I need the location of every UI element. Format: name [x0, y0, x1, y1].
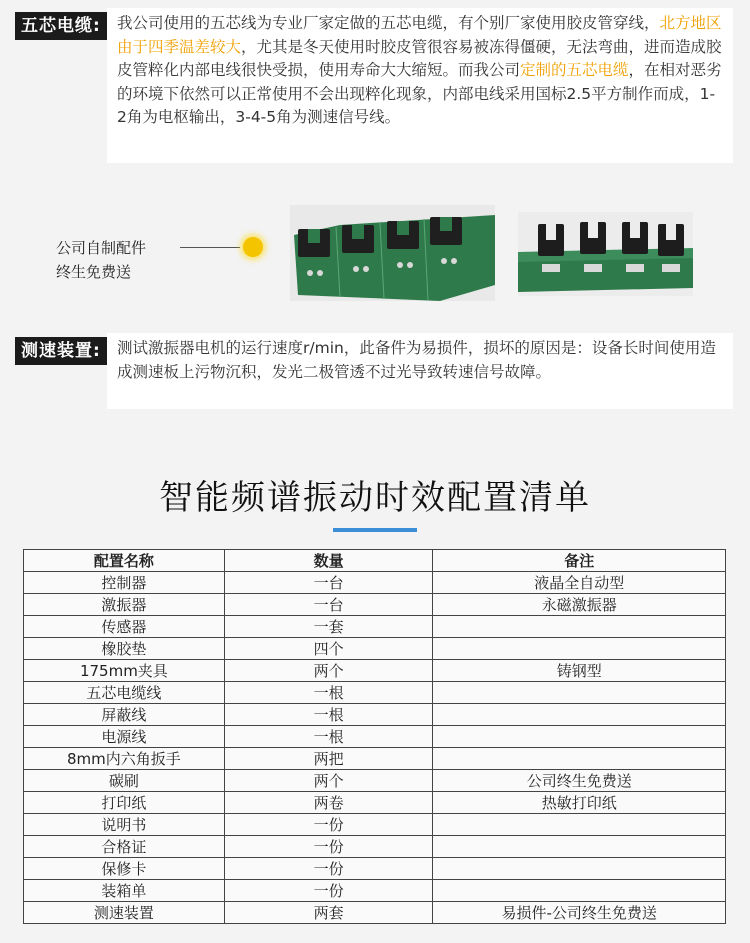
cell-qty: 一台	[224, 572, 433, 594]
cell-name: 测速装置	[24, 902, 225, 924]
header-note: 备注	[433, 550, 726, 572]
table-row	[24, 792, 726, 814]
cell-name: 碳刷	[24, 770, 225, 792]
parts-callout-line1: 公司自制配件	[56, 239, 147, 257]
title-accent-bar	[333, 528, 417, 532]
cell-note	[433, 858, 726, 880]
cell-note	[433, 726, 726, 748]
cell-name: 控制器	[24, 572, 225, 594]
cell-qty: 两套	[224, 902, 433, 924]
cell-qty: 一套	[224, 616, 433, 638]
callout-dot-icon	[243, 237, 263, 257]
cell-qty: 一根	[224, 726, 433, 748]
cell-note	[433, 748, 726, 770]
table-row	[24, 880, 726, 902]
cell-note	[433, 616, 726, 638]
cable-text-2: ，尤其是冬天使用时胶皮管很容易被冻得僵硬，无法弯曲，进而造成胶皮管粹化内部电线很快受损，使用寿命大大缩短。而我公司	[117, 37, 722, 79]
cell-name: 装箱单	[24, 880, 225, 902]
cell-qty: 一根	[224, 682, 433, 704]
cell-name: 屏蔽线	[24, 704, 225, 726]
sensor-boards-side-photo	[518, 212, 693, 296]
cell-note	[433, 836, 726, 858]
speed-description: 测试激振器电机的运行速度r/min，此备件为易损件，损坏的原因是：设备长时间使用造成测速板上污物沉积，发光二极管透不过光导致转速信号故障。	[107, 333, 733, 409]
cell-note	[433, 880, 726, 902]
cell-name: 五芯电缆线	[24, 682, 225, 704]
table-row	[24, 770, 726, 792]
cable-description	[107, 8, 733, 163]
table-header-row	[24, 550, 726, 572]
parts-callout	[56, 236, 146, 284]
cell-name: 传感器	[24, 616, 225, 638]
cell-note	[433, 814, 726, 836]
cell-qty: 一台	[224, 594, 433, 616]
header-qty: 数量	[224, 550, 433, 572]
cell-qty: 一份	[224, 814, 433, 836]
table-row	[24, 682, 726, 704]
cell-note: 液晶全自动型	[433, 572, 726, 594]
callout-leader-line	[180, 247, 240, 248]
cell-qty: 一份	[224, 858, 433, 880]
cell-name: 8mm内六角扳手	[24, 748, 225, 770]
cell-note: 铸钢型	[433, 660, 726, 682]
config-table	[23, 549, 726, 924]
cable-highlight-1: 北方地区由于四季温差较大	[117, 14, 722, 56]
cell-qty: 一份	[224, 836, 433, 858]
cell-note: 永磁激振器	[433, 594, 726, 616]
cell-note: 公司终生免费送	[433, 770, 726, 792]
cell-name: 说明书	[24, 814, 225, 836]
table-row	[24, 858, 726, 880]
cell-note: 热敏打印纸	[433, 792, 726, 814]
table-row	[24, 704, 726, 726]
cell-name: 保修卡	[24, 858, 225, 880]
header-name: 配置名称	[24, 550, 225, 572]
cell-note	[433, 704, 726, 726]
table-row	[24, 572, 726, 594]
cell-name: 激振器	[24, 594, 225, 616]
cell-note	[433, 682, 726, 704]
table-row	[24, 814, 726, 836]
cell-name: 橡胶垫	[24, 638, 225, 660]
cell-name: 合格证	[24, 836, 225, 858]
table-row	[24, 660, 726, 682]
cell-qty: 四个	[224, 638, 433, 660]
cell-qty: 一份	[224, 880, 433, 902]
table-row	[24, 902, 726, 924]
table-body	[24, 572, 726, 924]
parts-callout-line2: 终生免费送	[56, 263, 132, 281]
cell-qty: 两把	[224, 748, 433, 770]
cable-text-3: ，在相对恶劣的环境下依然可以正常使用不会出现粹化现象，内部电线采用国标2.5平方制作而成，1-2角为电枢输出，3-4-5角为测速信号线。	[117, 61, 722, 126]
table-row	[24, 726, 726, 748]
cell-note: 易损件-公司终生免费送	[433, 902, 726, 924]
cell-name: 打印纸	[24, 792, 225, 814]
table-row	[24, 638, 726, 660]
cell-qty: 两卷	[224, 792, 433, 814]
cell-note	[433, 638, 726, 660]
speed-section-tag: 测速装置:	[15, 337, 107, 365]
table-row	[24, 748, 726, 770]
cell-name: 电源线	[24, 726, 225, 748]
cell-qty: 两个	[224, 770, 433, 792]
cell-qty: 一根	[224, 704, 433, 726]
table-row	[24, 594, 726, 616]
sensor-boards-photo	[290, 205, 495, 301]
cable-highlight-2: 定制的五芯电缆	[520, 61, 629, 79]
cable-section-tag: 五芯电缆:	[15, 12, 107, 40]
table-row	[24, 616, 726, 638]
table-row	[24, 836, 726, 858]
cable-text-1: 我公司使用的五芯线为专业厂家定做的五芯电缆，有个别厂家使用胶皮管穿线，	[117, 14, 660, 32]
config-list-title: 智能频谱振动时效配置清单	[159, 478, 591, 518]
cell-qty: 两个	[224, 660, 433, 682]
cell-name: 175mm夹具	[24, 660, 225, 682]
